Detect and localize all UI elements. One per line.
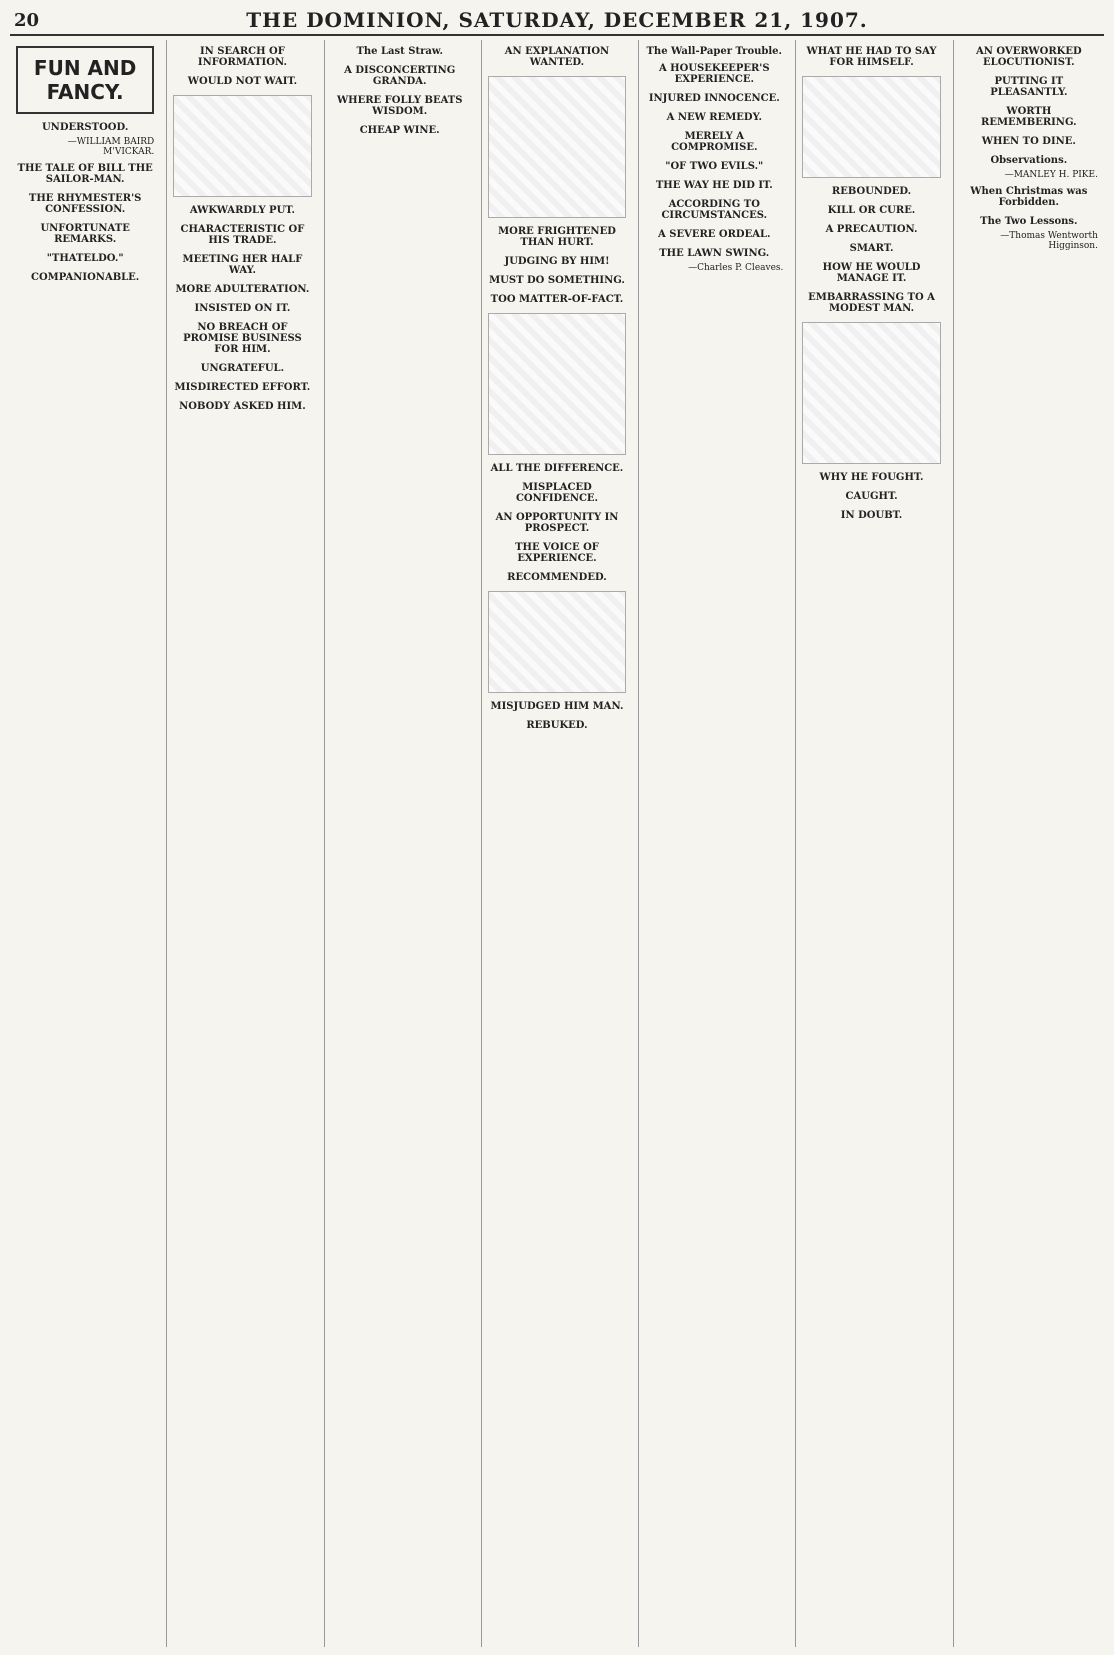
section-frightened [488,226,626,248]
section-heading: ACCORDING TO CIRCUMSTANCES. [661,199,768,221]
section-heading: A HOUSEKEEPER'S EXPERIENCE. [658,63,770,85]
section-cheap-wine [331,125,469,136]
section-heading: JUDGING BY HIM! [504,256,610,267]
section-ordeal [645,229,783,240]
illustration [802,76,940,178]
section-heading: RECOMMENDED. [507,572,607,583]
section-heading: WHEN TO DINE. [981,136,1076,147]
column-4 [481,40,632,1647]
section-heading: INSISTED ON IT. [194,303,291,314]
fun-and-fancy-banner: FUN AND FANCY. [16,46,154,114]
section-author: —Charles P. Cleaves. [688,263,784,273]
section-kill-or-cure [802,205,940,216]
section-recommended [488,572,626,583]
section-would-not-wait [173,76,311,87]
section-heading: WHAT HE HAD TO SAY FOR HIMSELF. [806,46,937,68]
section-smart [802,243,940,254]
section-heading: AWKWARDLY PUT. [189,205,295,216]
section-way-he-did [645,180,783,191]
columns-container [10,40,1104,1647]
section-characteristic [173,224,311,246]
section-heading: REBUKED. [526,720,588,731]
section-nobody-asked [173,401,311,412]
section-thateldo [16,253,154,264]
section-heading: ALL THE DIFFERENCE. [490,463,624,474]
column-2 [166,40,317,1647]
illustration [173,95,311,197]
column-5 [638,40,789,1647]
section-worth-remembering [960,106,1098,128]
section-heading: A NEW REMEDY. [666,112,762,123]
section-heading: COMPANIONABLE. [30,272,140,283]
section-insisted [173,303,311,314]
section-two-lessons [960,216,1098,251]
section-folly [331,95,469,117]
section-heading: MISPLACED CONFIDENCE. [515,482,599,504]
section-elocutionist [960,46,1098,68]
section-heading: WHY HE FOUGHT. [819,472,924,483]
section-understood [16,122,154,157]
section-heading: MERELY A COMPROMISE. [671,131,758,153]
section-heading: A DISCONCERTING GRANDA. [344,65,456,87]
section-pleasantly [960,76,1098,98]
section-rhymester [16,193,154,215]
section-what-he-had [802,46,940,68]
section-heading: MUST DO SOMETHING. [489,275,625,286]
section-ungrateful [173,363,311,374]
section-heading: THE VOICE OF EXPERIENCE. [515,542,599,564]
section-breach [173,322,311,355]
section-heading: KILL OR CURE. [827,205,916,216]
section-heading: REBOUNDED. [831,186,912,197]
section-heading: When Christmas was Forbidden. [970,186,1088,208]
section-heading: "OF TWO EVILS." [665,161,764,172]
section-precaution [802,224,940,235]
column-3 [324,40,475,1647]
section-author: —Thomas Wentworth Higginson. [1000,231,1098,251]
section-adulteration [173,284,311,295]
illustration [488,76,626,218]
section-heading: IN DOUBT. [840,510,903,521]
illustration [802,322,940,464]
section-author: —WILLIAM BAIRD M'VICKAR. [67,137,155,157]
section-observations [960,155,1098,180]
section-heading: MISJUDGED HIM MAN. [490,701,624,712]
section-two-evils [645,161,783,172]
section-heading: INJURED INNOCENCE. [648,93,780,104]
section-explanation [488,46,626,68]
section-heading: UNDERSTOOD. [41,122,129,133]
section-why-fought [802,472,940,483]
section-heading: TOO MATTER-OF-FACT. [490,294,624,305]
section-heading: WORTH REMEMBERING. [981,106,1077,128]
section-heading: THE LAWN SWING. [659,248,770,259]
section-tale-of-bill [16,163,154,185]
column-7 [953,40,1104,1647]
section-difference [488,463,626,474]
section-heading: AN OPPORTUNITY IN PROSPECT. [495,512,619,534]
section-voice [488,542,626,564]
section-embarrassing [802,292,940,314]
section-in-doubt [802,510,940,521]
section-housekeeper [645,63,783,85]
section-heading: HOW HE WOULD MANAGE IT. [822,262,921,284]
illustration [488,313,626,455]
section-heading: The Last Straw. [356,46,443,57]
section-heading: CHEAP WINE. [359,125,440,136]
section-heading: The Wall-Paper Trouble. [646,46,783,57]
section-heading: THE TALE OF BILL THE SAILOR-MAN. [17,163,153,185]
section-heading: IN SEARCH OF INFORMATION. [197,46,287,68]
section-awkwardly-put [173,205,311,216]
section-heading: UNGRATEFUL. [200,363,285,374]
section-heading: AN EXPLANATION WANTED. [504,46,610,68]
section-circumstances [645,199,783,221]
section-rebuked [488,720,626,731]
section-heading: MEETING HER HALF WAY. [182,254,303,276]
column-6 [795,40,946,1647]
section-meeting [173,254,311,276]
section-wall-paper [645,46,783,57]
section-opportunity [488,512,626,534]
section-heading: THE WAY HE DID IT. [655,180,773,191]
section-heading: "THATELDO." [46,253,124,264]
section-last-straw [331,46,469,57]
section-matter-of-fact [488,294,626,305]
section-heading: SMART. [849,243,894,254]
section-when-to-dine [960,136,1098,147]
section-granda [331,65,469,87]
section-heading: AN OVERWORKED ELOCUTIONIST. [976,46,1082,68]
section-misplaced [488,482,626,504]
section-heading: EMBARRASSING TO A MODEST MAN. [808,292,935,314]
section-compromise [645,131,783,153]
section-heading: Observations. [990,155,1068,166]
section-heading: UNFORTUNATE REMARKS. [40,223,130,245]
section-rebounded [802,186,940,197]
section-heading: THE RHYMESTER'S CONFESSION. [28,193,142,215]
section-heading: A SEVERE ORDEAL. [658,229,771,240]
section-new-remedy [645,112,783,123]
section-author: —MANLEY H. PIKE. [1004,170,1098,180]
section-heading: A PRECAUTION. [825,224,918,235]
section-lawn-swing [645,248,783,273]
section-heading: MISDIRECTED EFFORT. [174,382,311,393]
section-unfortunate [16,223,154,245]
section-misdirected [173,382,311,393]
section-heading: CHARACTERISTIC OF HIS TRADE. [180,224,305,246]
section-heading: WHERE FOLLY BEATS WISDOM. [336,95,463,117]
section-heading: NOBODY ASKED HIM. [179,401,306,412]
section-heading: NO BREACH OF PROMISE BUSINESS FOR HIM. [183,322,302,355]
section-heading: CAUGHT. [845,491,898,502]
section-heading: PUTTING IT PLEASANTLY. [990,76,1068,98]
masthead [10,8,1104,36]
section-information [173,46,311,68]
section-heading: The Two Lessons. [980,216,1078,227]
section-caught [802,491,940,502]
column-1 [10,40,160,1647]
illustration [488,591,626,693]
section-misjudged [488,701,626,712]
section-heading: MORE ADULTERATION. [175,284,310,295]
section-heading: WOULD NOT WAIT. [187,76,298,87]
page-number: 20 [14,10,40,31]
section-companionable [16,272,154,283]
section-christmas-forbidden [960,186,1098,208]
section-must-do [488,275,626,286]
newspaper-title: THE DOMINION, SATURDAY, DECEMBER 21, 1907. [246,8,868,32]
section-judging [488,256,626,267]
section-manage [802,262,940,284]
section-heading: MORE FRIGHTENED THAN HURT. [498,226,616,248]
section-injured [645,93,783,104]
